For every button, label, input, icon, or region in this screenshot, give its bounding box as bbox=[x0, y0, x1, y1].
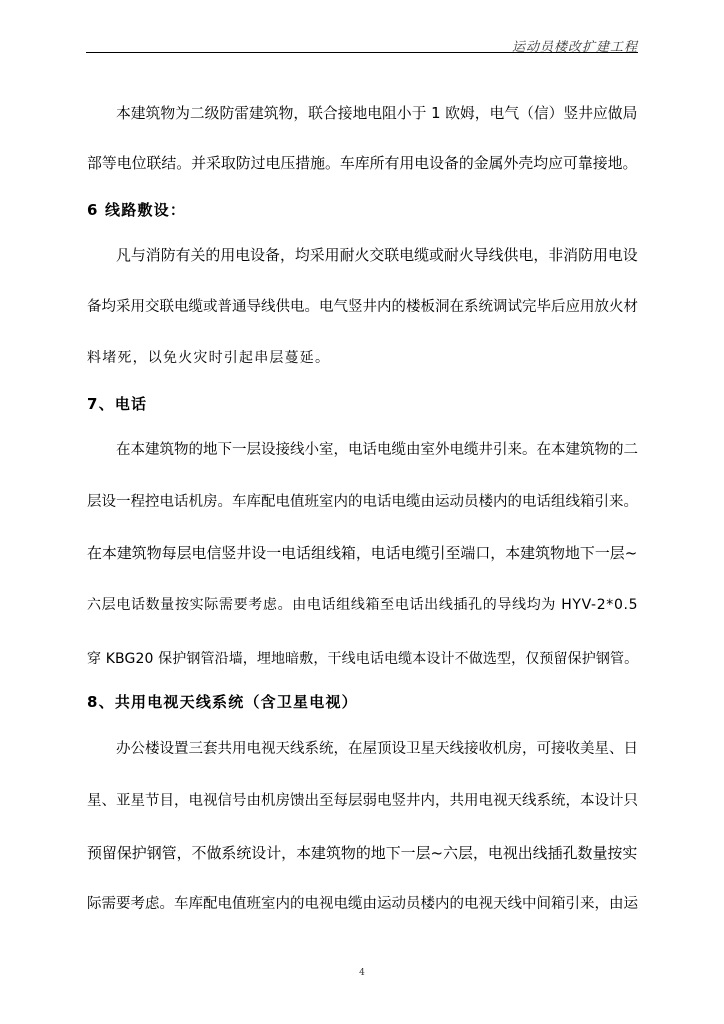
section-heading-catv: 8、共用电视天线系统（含卫星电视） bbox=[87, 693, 358, 711]
paragraph-line: 穿 KBG20 保护钢管沿墙，埋地暗敷，干线电话电缆本设计不做选型，仅预留保护钢管。 bbox=[87, 651, 639, 667]
running-header: 运动员楼改扩建工程 bbox=[511, 40, 638, 55]
paragraph-line: 备均采用交联电缆或普通导线供电。电气竖井内的楼板洞在系统调试完毕后应用放火材 bbox=[87, 299, 638, 315]
paragraph-line: 办公楼设置三套共用电视天线系统，在屋顶设卫星天线接收机房，可接收美星、日 bbox=[116, 741, 638, 757]
header-rule bbox=[86, 52, 638, 53]
paragraph-line: 星、亚星节目，电视信号由机房馈出至每层弱电竖井内，共用电视天线系统，本设计只 bbox=[87, 793, 638, 809]
section-heading-wiring: 6 线路敷设： bbox=[87, 201, 187, 219]
paragraph-line: 凡与消防有关的用电设备，均采用耐火交联电缆或耐火导线供电，非消防用电设 bbox=[116, 246, 638, 264]
paragraph-line: 际需要考虑。车库配电值班室内的电视电缆由运动员楼内的电视天线中间箱引来，由运 bbox=[87, 896, 638, 912]
paragraph-line: 在本建筑物每层电信竖井设一电话组线箱，电话电缆引至端口，本建筑物地下一层~ bbox=[87, 544, 638, 562]
section-heading-telephone: 7、电话 bbox=[87, 395, 148, 413]
paragraph-line: 六层电话数量按实际需要考虑。由电话组线箱至电话出线插孔的导线均为 HYV-2*0.5 bbox=[87, 597, 639, 613]
paragraph-line: 预留保护钢管，不做系统设计，本建筑物的地下一层~六层，电视出线插孔数量按实 bbox=[87, 844, 638, 862]
paragraph-line: 层设一程控电话机房。车库配电值班室内的电话电缆由运动员楼内的电话组线箱引来。 bbox=[87, 494, 638, 510]
page-number: 4 bbox=[359, 968, 365, 978]
paragraph-line: 在本建筑物的地下一层设接线小室，电话电缆由室外电缆井引来。在本建筑物的二 bbox=[116, 442, 638, 458]
paragraph-line: 部等电位联结。并采取防过电压措施。车库所有用电设备的金属外壳均应可靠接地。 bbox=[87, 154, 638, 172]
paragraph-line: 本建筑物为二级防雷建筑物，联合接地电阻小于 1 欧姆，电气（信）竖井应做局 bbox=[116, 105, 638, 122]
paragraph-line: 料堵死，以免火灾时引起串层蔓延。 bbox=[87, 350, 331, 366]
